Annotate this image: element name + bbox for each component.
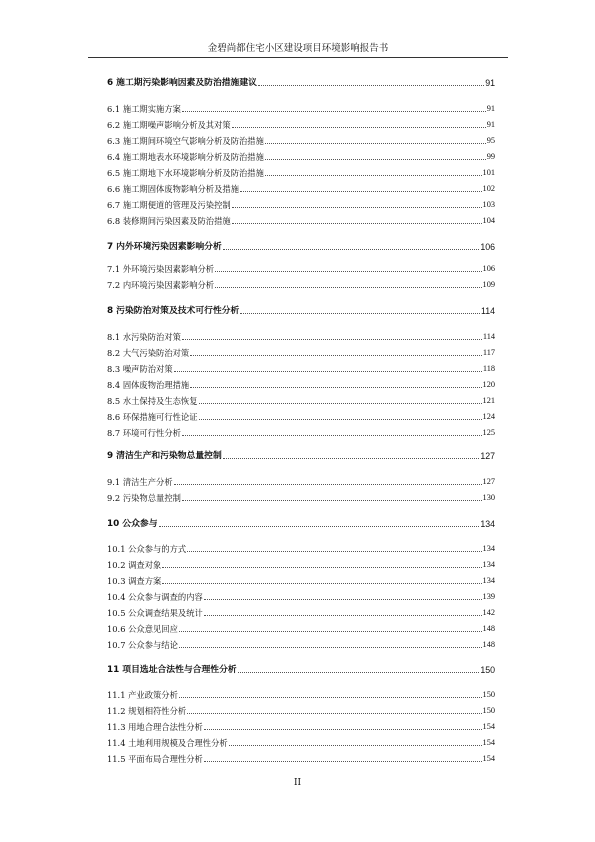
toc-dot-leader: [238, 672, 480, 673]
toc-chapter-entry[interactable]: [107, 306, 495, 316]
toc-dot-leader: [179, 631, 482, 632]
toc-section-entry[interactable]: [107, 332, 495, 342]
toc-entry-title: 11.4 土地利用规模及合理性分析: [107, 738, 228, 748]
toc-dot-leader: [215, 287, 481, 288]
toc-section-entry[interactable]: [107, 493, 495, 503]
toc-dot-leader: [190, 355, 482, 356]
toc-section-entry[interactable]: [107, 560, 495, 570]
toc-page-number: 148: [482, 624, 495, 633]
toc-page-number: 127: [482, 477, 495, 486]
toc-page-number: 120: [482, 380, 495, 389]
toc-page-number: 109: [482, 280, 495, 289]
toc-chapter-entry[interactable]: [107, 665, 495, 675]
toc-section-entry[interactable]: [107, 120, 495, 130]
toc-entry-title: 11.3 用地合理合法性分析: [107, 722, 203, 732]
toc-page-number: 101: [482, 168, 495, 177]
toc-dot-leader: [182, 339, 482, 340]
toc-section-entry[interactable]: [107, 380, 495, 390]
toc-section-entry[interactable]: [107, 200, 495, 210]
toc-section-entry[interactable]: [107, 264, 495, 274]
toc-dot-leader: [232, 223, 482, 224]
toc-section-entry[interactable]: [107, 136, 495, 146]
toc-page-number: 125: [482, 428, 495, 437]
toc-entry-title: 6.2 施工期噪声影响分析及其对策: [107, 120, 231, 130]
toc-entry-title: 8.6 环保措施可行性论证: [107, 412, 198, 422]
toc-page-number: 114: [480, 306, 495, 316]
toc-dot-leader: [204, 761, 482, 762]
toc-page-number: 154: [482, 722, 495, 731]
toc-dot-leader: [199, 403, 482, 404]
toc-dot-leader: [240, 313, 480, 314]
toc-entry-title: 9.1 清洁生产分析: [107, 477, 173, 487]
toc-entry-title: 8.7 环境可行性分析: [107, 428, 181, 438]
toc-dot-leader: [223, 458, 480, 459]
toc-dot-leader: [265, 159, 486, 160]
toc-page-number: 150: [480, 665, 495, 675]
toc-page-number: 124: [482, 412, 495, 421]
toc-entry-title: 10 公众参与: [107, 519, 158, 529]
page-footer: [0, 778, 595, 788]
toc-dot-leader: [204, 615, 482, 616]
toc-section-entry[interactable]: [107, 168, 495, 178]
toc-section-entry[interactable]: [107, 428, 495, 438]
toc-entry-title: 8.4 固体废物治理措施: [107, 380, 190, 390]
toc-chapter-entry[interactable]: [107, 242, 495, 252]
toc-section-entry[interactable]: [107, 477, 495, 487]
toc-page-number: 134: [482, 560, 495, 569]
toc-dot-leader: [265, 143, 486, 144]
toc-page-number: 99: [486, 152, 495, 161]
toc-dot-leader: [182, 500, 482, 501]
toc-section-entry[interactable]: [107, 544, 495, 554]
toc-entry-title: 6.3 施工期间环境空气影响分析及防治措施: [107, 136, 264, 146]
toc-entry-title: 7 内外环境污染因素影响分析: [107, 242, 222, 252]
toc-page-number: 134: [482, 576, 495, 585]
toc-section-entry[interactable]: [107, 624, 495, 634]
toc-entry-title: 8.5 水土保持及生态恢复: [107, 396, 198, 406]
toc-page-number: 150: [482, 706, 495, 715]
toc-page-number: 95: [486, 136, 495, 145]
toc-dot-leader: [240, 191, 482, 192]
toc-page-number: 106: [482, 264, 495, 273]
toc-entry-title: 10.4 公众参与调查的内容: [107, 592, 203, 602]
toc-dot-leader: [187, 713, 481, 714]
toc-page-number: 139: [482, 592, 495, 601]
toc-section-entry[interactable]: [107, 690, 495, 700]
toc-section-entry[interactable]: [107, 104, 495, 114]
toc-entry-title: 8.1 水污染防治对策: [107, 332, 181, 342]
toc-entry-title: 8.2 大气污染防治对策: [107, 348, 190, 358]
toc-entry-title: 6.5 施工期地下水环境影响分析及防治措施: [107, 168, 264, 178]
toc-entry-title: 11.1 产业政策分析: [107, 690, 178, 700]
toc-entry-title: 7.2 内环境污染因素影响分析: [107, 280, 215, 290]
toc-dot-leader: [190, 387, 481, 388]
toc-entry-title: 6.1 施工期实施方案: [107, 104, 181, 114]
toc-page-number: 114: [482, 332, 495, 341]
toc-section-entry[interactable]: [107, 754, 495, 764]
toc-entry-title: 10.6 公众意见回应: [107, 624, 178, 634]
toc-page-number: 148: [482, 640, 495, 649]
toc-section-entry[interactable]: [107, 348, 495, 358]
toc-page-number: 91: [485, 78, 495, 88]
toc-entry-title: 7.1 外环境污染因素影响分析: [107, 264, 215, 274]
toc-entry-title: 9 清洁生产和污染物总量控制: [107, 451, 222, 461]
toc-section-entry[interactable]: [107, 576, 495, 586]
document-header: [88, 40, 508, 58]
toc-dot-leader: [229, 745, 482, 746]
toc-section-entry[interactable]: [107, 216, 495, 226]
toc-entry-title: 10.1 公众参与的方式: [107, 544, 187, 554]
toc-entry-title: 8.3 噪声防治对策: [107, 364, 173, 374]
toc-entry-title: 6.7 施工期便道的管理及污染控制: [107, 200, 231, 210]
toc-section-entry[interactable]: [107, 412, 495, 422]
toc-page-number: 134: [480, 519, 495, 529]
toc-page-number: 121: [482, 396, 495, 405]
toc-dot-leader: [182, 111, 486, 112]
toc-section-entry[interactable]: [107, 738, 495, 748]
toc-dot-leader: [204, 729, 482, 730]
toc-chapter-entry[interactable]: [107, 451, 495, 461]
toc-dot-leader: [174, 484, 482, 485]
toc-dot-leader: [179, 647, 482, 648]
toc-dot-leader: [187, 551, 481, 552]
toc-section-entry[interactable]: [107, 592, 495, 602]
toc-chapter-entry[interactable]: [107, 78, 495, 88]
toc-section-entry[interactable]: [107, 706, 495, 716]
document-title: 金碧尚都住宅小区建设项目环境影响报告书: [207, 43, 389, 54]
toc-entry-title: 6 施工期污染影响因素及防治措施建议: [107, 78, 257, 88]
toc-entry-title: 11.5 平面布局合理性分析: [107, 754, 203, 764]
toc-dot-leader: [204, 599, 482, 600]
toc-dot-leader: [179, 697, 482, 698]
toc-entry-title: 6.4 施工期地表水环境影响分析及防治措施: [107, 152, 264, 162]
toc-dot-leader: [232, 207, 482, 208]
toc-dot-leader: [215, 271, 481, 272]
toc-entry-title: 10.7 公众参与结论: [107, 640, 178, 650]
toc-entry-title: 9.2 污染物总量控制: [107, 493, 181, 503]
toc-entry-title: 10.5 公众调查结果及统计: [107, 608, 203, 618]
toc-page-number: 91: [486, 120, 495, 129]
toc-page-number: 102: [482, 184, 495, 193]
toc-dot-leader: [182, 435, 482, 436]
toc-dot-leader: [162, 583, 481, 584]
toc-page-number: 130: [482, 493, 495, 502]
toc-entry-title: 6.6 施工期固体废物影响分析及措施: [107, 184, 239, 194]
toc-entry-title: 8 污染防治对策及技术可行性分析: [107, 306, 240, 316]
toc-entry-title: 6.8 装修期间污染因素及防治措施: [107, 216, 231, 226]
toc-section-entry[interactable]: [107, 722, 495, 732]
toc-chapter-entry[interactable]: [107, 519, 495, 529]
toc-page-number: 106: [480, 242, 495, 252]
toc-section-entry[interactable]: [107, 152, 495, 162]
toc-page-number: 91: [486, 104, 495, 113]
toc-section-entry[interactable]: [107, 396, 495, 406]
toc-dot-leader: [174, 371, 482, 372]
toc-entry-title: 11.2 规划相符性分析: [107, 706, 187, 716]
toc-page-number: 117: [482, 348, 495, 357]
toc-entry-title: 10.3 调查方案: [107, 576, 162, 586]
toc-page-number: 154: [482, 738, 495, 747]
toc-section-entry[interactable]: [107, 608, 495, 618]
toc-entry-title: 11 项目选址合法性与合理性分析: [107, 665, 237, 675]
toc-page-number: 103: [482, 200, 495, 209]
page-number: II: [293, 778, 302, 788]
toc-page-number: 118: [482, 364, 495, 373]
toc-page-number: 127: [480, 451, 495, 461]
toc-section-entry[interactable]: [107, 364, 495, 374]
toc-section-entry[interactable]: [107, 640, 495, 650]
toc-page-number: 154: [482, 754, 495, 763]
toc-dot-leader: [162, 567, 481, 568]
toc-entry-title: 10.2 调查对象: [107, 560, 162, 570]
toc-dot-leader: [232, 127, 486, 128]
toc-dot-leader: [258, 85, 484, 86]
toc-dot-leader: [265, 175, 482, 176]
toc-page-number: 104: [482, 216, 495, 225]
toc-section-entry[interactable]: [107, 184, 495, 194]
toc-section-entry[interactable]: [107, 280, 495, 290]
toc-page-number: 150: [482, 690, 495, 699]
toc-dot-leader: [199, 419, 482, 420]
toc-dot-leader: [159, 526, 480, 527]
toc-dot-leader: [223, 249, 480, 250]
toc-page-number: 134: [482, 544, 495, 553]
toc-page-number: 142: [482, 608, 495, 617]
